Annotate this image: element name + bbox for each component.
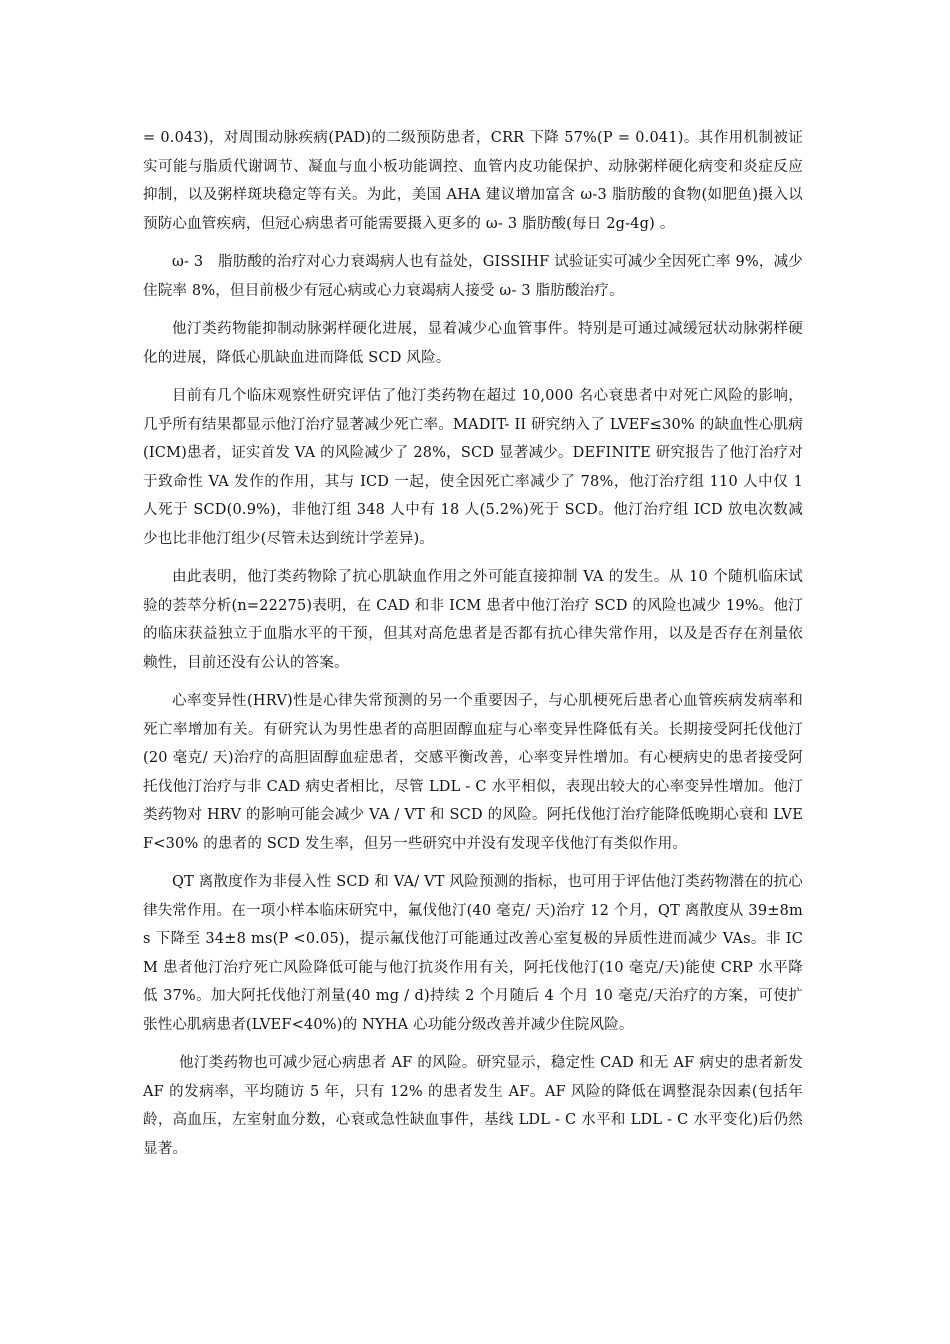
document-page [143,124,803,1173]
paragraph-hrv: 心率变异性(HRV)性是心律失常预测的另一个重要因子，与心肌梗死后患者心血管疾病发病率和死亡率增加有关。有研究认为男性患者的高胆固醇血症与心率变异性降低有关。长期接受阿托伐他汀(20 毫克/ 天)治疗的高胆固醇血症患者，交感平衡改善，心率变异性增加。有心梗病史的患者接受阿托伐他汀治疗与非 CAD 病史者相比，尽管 LDL - C 水平相似，表现出较大的心率变异性增加。他汀类药物对 HRV 的影响可能会减少 VA / VT 和 SCD 的风险。阿托伐他汀治疗能降低晚期心衰和 LVEF<30% 的患者的 SCD 发生率，但另一些研究中并没有发现辛伐他汀有类似作用。 [143,693,803,852]
paragraph-statin-af: 他汀类药物也可减少冠心病患者 AF 的风险。研究显示，稳定性 CAD 和无 AF 病史的患者新发 AF 的发病率，平均随访 5 年，只有 12% 的患者发生 AF。AF 风险的降低在调整混杂因素(包括年龄，高血压，左室射血分数，心衰或急性缺血事件，基线 LDL - C 水平和 LDL - C 水平变化)后仍然显著。 [143,1055,803,1157]
paragraph-omega3-mechanism: = 0.043)，对周围动脉疾病(PAD)的二级预防患者，CRR 下降 57%(P = 0.041)。其作用机制被证实可能与脂质代谢调节、凝血与血小板功能调控、血管内皮功能保护、动脉粥样硬化病变和炎症反应抑制，以及粥样斑块稳定等有关。为此，美国 AHA 建议增加富含 ω-3 脂肪酸的食物(如肥鱼)摄入以预防心血管疾病，但冠心病患者可能需要摄入更多的 ω- 3 脂肪酸(每日 2g-4g) 。 [143,130,803,232]
paragraph-qt-dispersion: QT 离散度作为非侵入性 SCD 和 VA/ VT 风险预测的指标，也可用于评估他汀类药物潜在的抗心律失常作用。在一项小样本临床研究中，氟伐他汀(40 毫克/ 天)治疗 12 个月，QT 离散度从 39±8ms 下降至 34±8 ms(P <0.05)，提示氟伐他汀可能通过改善心室复极的异质性进而减少 VAs。非 ICM 患者他汀治疗死亡风险降低可能与他汀抗炎作用有关，阿托伐他汀(10 毫克/天)能使 CRP 水平降低 37%。加大阿托伐他汀剂量(40 mg / d)持续 2 个月随后 4 个月 10 毫克/天治疗的方案，可使扩张性心肌病患者(LVEF<40%)的 NYHA 心功能分级改善并减少住院风险。 [143,874,803,1033]
paragraph-statin-mortality-studies: 目前有几个临床观察性研究评估了他汀类药物在超过 10,000 名心衰患者中对死亡风险的影响，几乎所有结果都显示他汀治疗显著减少死亡率。MADIT- II 研究纳入了 LVEF≤30% 的缺血性心肌病(ICM)患者，证实首发 VA 的风险减少了 28%，SCD 显著减少。DEFINITE 研究报告了他汀治疗对于致命性 VA 发作的作用，其与 ICD 一起，使全因死亡率减少了 78%，他汀治疗组 110 人中仅 1 人死于 SCD(0.9%)，非他汀组 348 人中有 18 人(5.2%)死于 SCD。他汀治疗组 ICD 放电次数减少也比非他汀组少(尽管未达到统计学差异)。 [143,388,803,547]
paragraph-statin-va-meta-analysis: 由此表明，他汀类药物除了抗心肌缺血作用之外可能直接抑制 VA 的发生。从 10 个随机临床试验的荟萃分析(n=22275)表明，在 CAD 和非 ICM 患者中他汀治疗 SCD 的风险也减少 19%。他汀的临床获益独立于血脂水平的干预，但其对高危患者是否都有抗心律失常作用，以及是否存在剂量依赖性，目前还没有公认的答案。 [143,569,803,671]
paragraph-statin-atherosclerosis: 他汀类药物能抑制动脉粥样硬化进展，显着减少心血管事件。特别是可通过减缓冠状动脉粥样硬化的进展，降低心肌缺血进而降低 SCD 风险。 [143,321,803,366]
paragraph-omega3-heart-failure: ω- 3 脂肪酸的治疗对心力衰竭病人也有益处，GISSIHF 试验证实可减少全因死亡率 9%，减少住院率 8%，但目前极少有冠心病或心力衰竭病人接受 ω- 3 脂肪酸治疗。 [143,254,803,299]
